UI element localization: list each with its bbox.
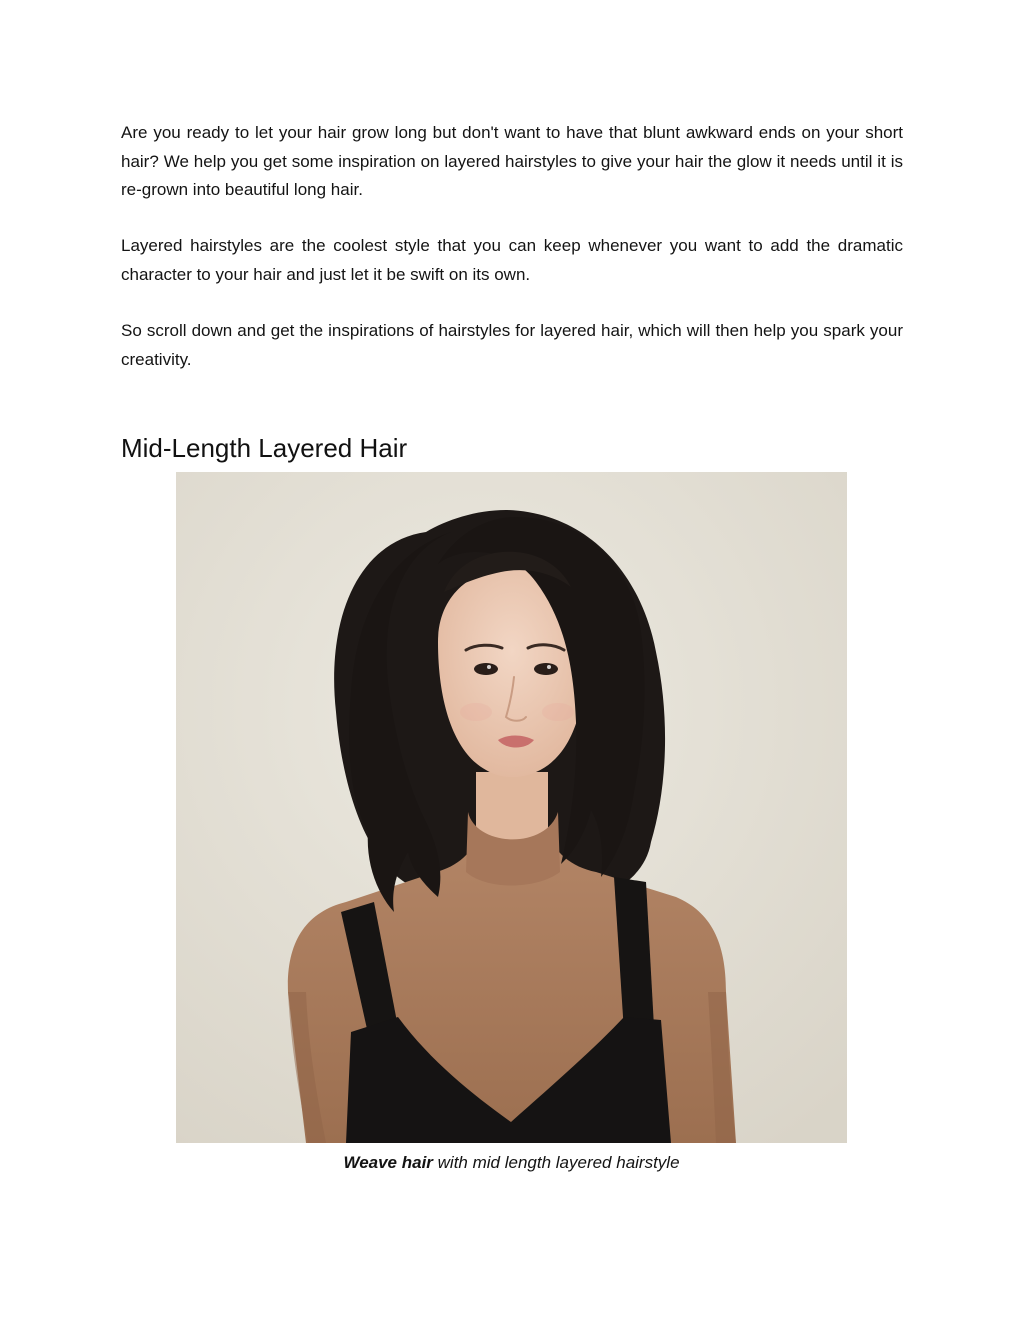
intro-paragraph: Are you ready to let your hair grow long but don't want to have that blunt awkward ends on your short hair? We help you get some inspiration on layered hairstyles to give your hair the glow it needs until it is re-grown into beautiful long hair.	[121, 123, 903, 199]
eye-left	[474, 663, 498, 675]
eye-highlight-right	[547, 665, 551, 669]
caption-text: with mid length layered hairstyle	[432, 1153, 680, 1172]
eye-highlight-left	[487, 665, 491, 669]
blush-left	[460, 703, 492, 721]
photo-caption	[176, 1150, 847, 1176]
layered-paragraph: Layered hairstyles are the coolest style that you can keep whenever you want to add the dramatic character to your hair and just let it be swift on its own.	[121, 236, 903, 284]
caption-bold-link[interactable]: Weave hair	[343, 1153, 433, 1172]
scroll-paragraph: So scroll down and get the inspirations of hairstyles for layered hair, which will then help you spark your creativity.	[121, 321, 903, 369]
eye-right	[534, 663, 558, 675]
portrait-illustration	[176, 472, 847, 1143]
section-heading: Mid-Length Layered Hair	[121, 433, 408, 463]
blush-right	[542, 703, 574, 721]
hairstyle-photo	[176, 472, 847, 1143]
